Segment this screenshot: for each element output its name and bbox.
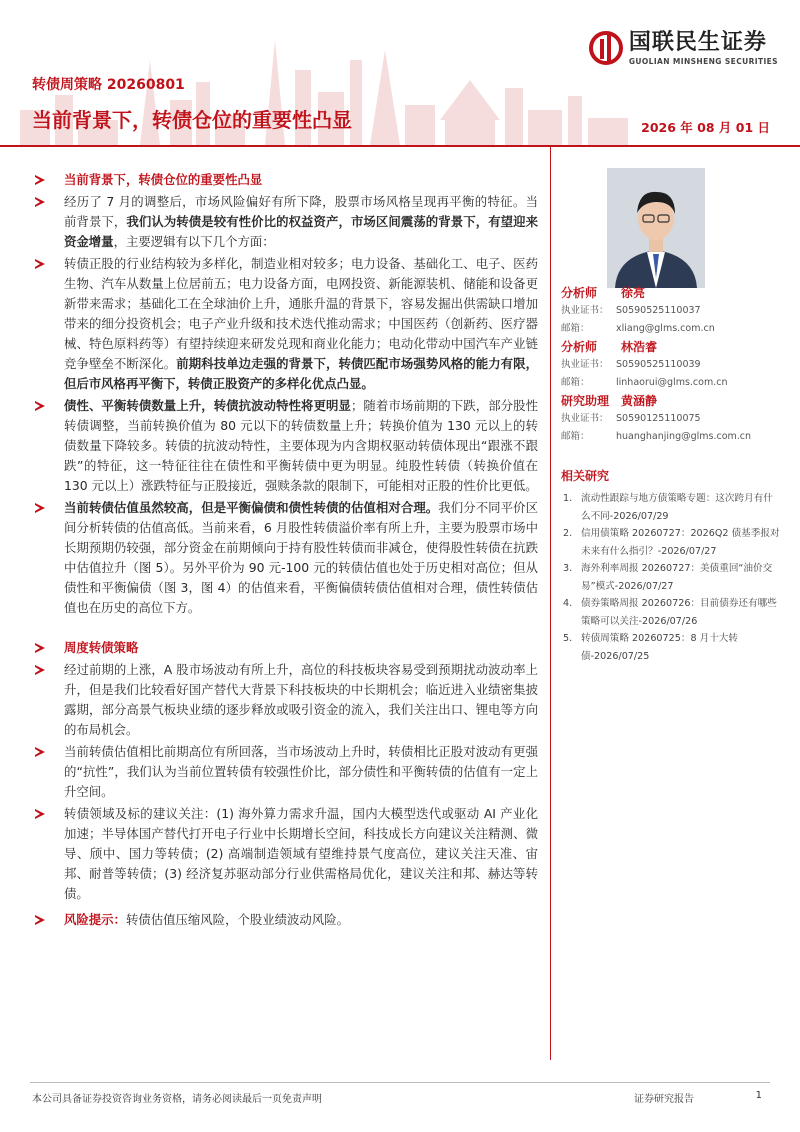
related-research (561, 467, 781, 665)
paragraph-5: 经过前期的上涨，A 股市场波动有所上升，高位的科技板块容易受到预期扰动波动率上升，但是我们比较看好国产替代大背景下科技板块的中长期机会；临近进入业绩密集披露期，部分高景气板块业绩的逐步释放或吸引资金的流入，我们关注出口、锂电等方向的布局机会。 (32, 660, 538, 740)
related-research-title: 相关研究 (561, 469, 610, 483)
analyst-role: 研究助理 (561, 394, 610, 408)
arrow-bullet-icon (35, 401, 45, 411)
paragraph-3: 债性、平衡转债数量上升，转债抗波动特性将更明显；随着市场前期的下跌，部分股性转债调整，当前转换价值为 80 元以下的转债数量上升；转换价值为 130 元以上的转债数量下降较多。转债的抗波动特性，主要体现为内含期权驱动转债体现出“跟涨不跟跌”的特征，这一特征往往在债性和平衡转债中更为明显。纯股性转债（转换价值在 130 元以上）涨跌特征与正股接近，强赎条款的限制下，可能相对正股的性价比更低。 (32, 396, 538, 496)
analyst-email[interactable]: linhaorui@glms.com.cn (616, 377, 728, 388)
analyst-cert: S0590525110039 (616, 359, 701, 370)
analyst-name: 徐亮 (621, 286, 646, 300)
section-heading-1: 当前背景下，转债仓位的重要性凸显 (32, 170, 538, 190)
main-column (32, 170, 538, 932)
footer-report-type: 证券研究报告 (634, 1094, 694, 1105)
analyst-cert: S0590525110037 (616, 305, 701, 316)
paragraph-4: 当前转债估值虽然较高，但是平衡偏债和债性转债的估值相对合理。我们分不同平价区间分析转债的估值高低。当前来看，6 月股性转债溢价率有所上升，主要为股票市场中长期预期仍较强，部分资金在前期倾向于持有股性转债而非减仓，使得股性转债在抗跌中估值拉升（图 5）。另外平价为 90 元-100 元的转债估值也处于历史相对高位；但从债性和平衡偏债（图 3，图 4）的估值来看，平衡偏债转债估值相对合理，债性转债估值也在历史的高位下方。 (32, 498, 538, 618)
analyst-list: 分析师 徐亮 执业证书： S0590525110037 邮箱： xliang@glms.com.cn 分析师 林浩睿 执业证书： S0590525110039 邮箱： linhaorui@glms.com.cn 研究助理 黄涵静 执业证书： S0590125110075 邮箱： huanghanjing@glms.com.cn (561, 286, 752, 442)
page-number: 1 (755, 1090, 762, 1101)
related-item[interactable]: 4. 债券策略周报 20260726：目前债券还有哪些策略可以关注-2026/07/26 (563, 598, 777, 627)
arrow-bullet-icon (35, 665, 45, 675)
logo-en-text: GUOLIAN MINSHENG SECURITIES (628, 57, 778, 66)
related-item[interactable]: 1. 流动性跟踪与地方债策略专题：这次跨月有什么不同-2026/07/29 (563, 493, 773, 522)
analyst-name: 黄涵静 (621, 394, 658, 408)
arrow-bullet-icon (35, 259, 45, 269)
header-rule (0, 145, 800, 147)
analyst-role: 分析师 (561, 286, 598, 300)
risk-warning: 风险提示：转债估值压缩风险，个股业绩波动风险。 (32, 910, 538, 930)
report-title: 当前背景下，转债仓位的重要性凸显 (32, 108, 352, 132)
report-date: 2026 年 08 月 01 日 (641, 120, 770, 135)
paragraph-7: 转债领域及标的建议关注：(1) 海外算力需求升温，国内大模型迭代或驱动 AI 产业化加速；半导体国产替代打开电子行业中长期增长空间，科技成长方向建议关注精测、微导、颀中、国力等转债；(2) 高端制造领域有望维持景气度高位，建议关注天准、宙邦、耐普等转债；(3) 经济复苏驱动部分行业供需格局优化，建议关注和邦、赫达等转债。 (32, 804, 538, 904)
arrow-bullet-icon (35, 809, 45, 819)
analyst-role: 分析师 (561, 340, 598, 354)
footer-disclaimer: 本公司具备证券投资咨询业务资格，请务必阅读最后一页免责声明 (32, 1094, 322, 1105)
arrow-bullet-icon (35, 503, 45, 513)
arrow-bullet-icon (35, 915, 45, 925)
arrow-bullet-icon (35, 643, 45, 653)
analyst-email[interactable]: huanghanjing@glms.com.cn (616, 431, 752, 442)
analyst-email[interactable]: xliang@glms.com.cn (616, 323, 715, 334)
column-divider (550, 147, 551, 1060)
analyst-photo (607, 168, 705, 288)
report-series: 转债周策略 20260801 (32, 77, 185, 93)
related-item[interactable]: 3. 海外利率周报 20260727：美债重回“油价交易”模式-2026/07/27 (563, 563, 773, 592)
company-logo (589, 30, 778, 66)
related-item[interactable]: 2. 信用债策略 20260727：2026Q2 债基季报对未来有什么指引？-2026/07/27 (563, 528, 780, 557)
paragraph-6: 当前转债估值相比前期高位有所回落，当市场波动上升时，转债相比正股对波动有更强的“抗性”，我们认为当前位置转债有较强性价比，部分债性和平衡转债的估值有一定上升空间。 (32, 742, 538, 802)
arrow-bullet-icon (35, 175, 45, 185)
analyst-name: 林浩睿 (621, 340, 658, 354)
related-item[interactable]: 5. 转债周策略 20260725：8 月十大转债-2026/07/25 (563, 633, 738, 662)
footer-rule (30, 1082, 770, 1083)
paragraph-1: 经历了 7 月的调整后，市场风险偏好有所下降，股票市场风格呈现再平衡的特征。当前背景下，我们认为转债是较有性价比的权益资产，市场区间震荡的背景下，有望迎来资金增量，主要逻辑有以下几个方面： (32, 192, 538, 252)
section-heading-2: 周度转债策略 (32, 638, 538, 658)
analyst-portrait-icon (607, 168, 705, 288)
arrow-bullet-icon (35, 197, 45, 207)
arrow-bullet-icon (35, 747, 45, 757)
analyst-cert: S0590125110075 (616, 413, 701, 424)
company-logo-icon (589, 31, 623, 65)
logo-cn-text: 国联民生证券 (628, 30, 767, 55)
paragraph-2: 转债正股的行业结构较为多样化，制造业相对较多；电力设备、基础化工、电子、医药生物、汽车从数量上位居前五；电力设备方面，电网投资、新能源装机、储能和设备更新带来需求；基础化工在全球油价上升，通胀升温的背景下，容易发掘出供需缺口增加带来的细分投资机会；电子产业升级和技术迭代推动需求；中国医药（创新药、医疗器械、特色原料药等）有望持续迎来研发兑现和商业化能力；电动化带动中国汽车产业链竞争壁垒不断深化。前期科技单边走强的背景下，转债匹配市场强势风格的能力有限，但后市风格再平衡下，转债正股资产的多样化优点凸显。 (32, 254, 538, 394)
